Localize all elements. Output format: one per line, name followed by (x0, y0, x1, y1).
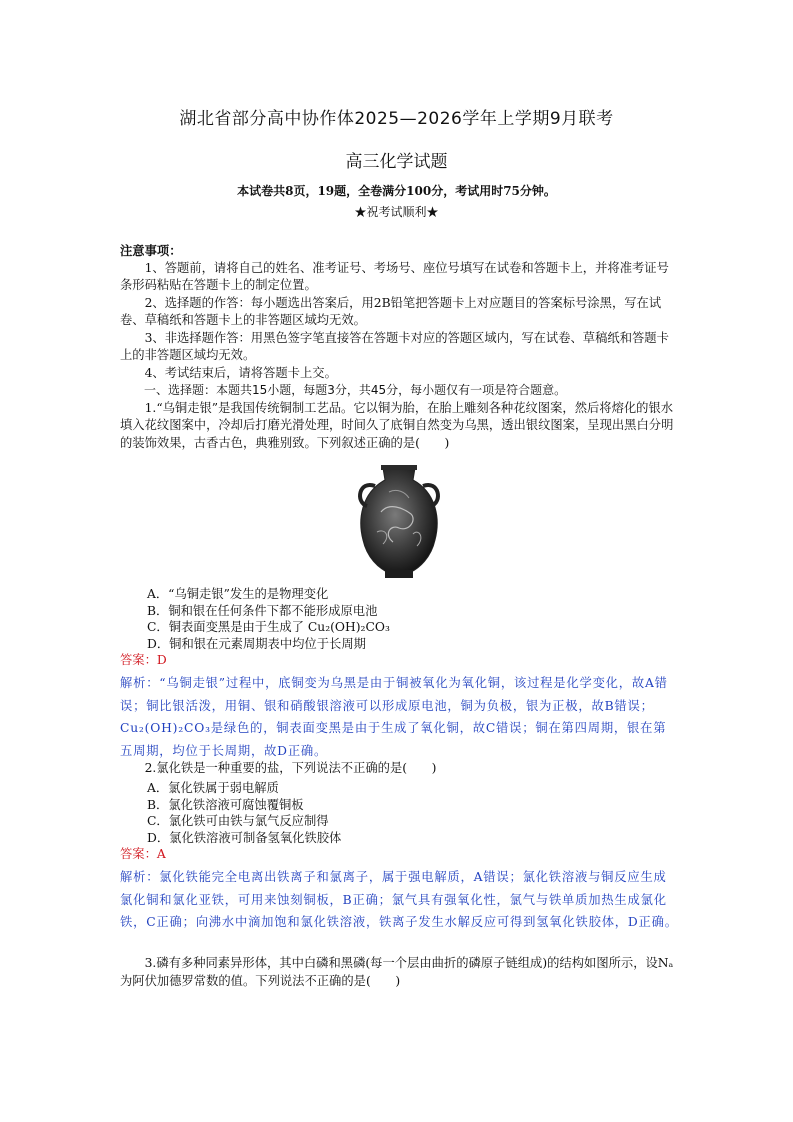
question-2 (120, 760, 678, 778)
question-2-answer: 答案：A (120, 847, 166, 862)
question-1-answer: 答案：D (120, 653, 167, 668)
question-2-option-a: A．氯化铁属于弱电解质 (147, 781, 279, 795)
question-1-options (120, 586, 678, 669)
question-2-explanation: 解析：氯化铁能完全电离出铁离子和氯离子，属于强电解质，A错误；氯化铁溶液与铜反应生成氯化铜和氯化亚铁，可用来蚀刻铜板，B正确；氯气具有强氧化性，氯气与铁单质加热生成氯化铁，C正确；向沸水中滴加饱和氯化铁溶液，铁离子发生水解反应可得到氢氧化铁胶体，D正确。 (120, 870, 678, 929)
question-1-stem: 1.“乌铜走银”是我国传统铜制工艺品。它以铜为胎，在胎上雕刻各种花纹图案，然后将熔化的银水填入花纹图案中，冷却后打磨光滑处理，时间久了底铜自然变为乌黑，透出银纹图案，呈现出黑白分明的装饰效果，古香古色，典雅别致。下列叙述正确的是( ) (120, 400, 674, 450)
notice-section (120, 242, 678, 452)
bronze-vase-image (353, 462, 445, 580)
question-1-option-b: B．铜和银在任何条件下都不能形成原电池 (147, 603, 378, 618)
question-3 (120, 955, 678, 990)
question-2-option-d: D．氯化铁溶液可制备氢氧化铁胶体 (147, 830, 342, 845)
notice-item: 1、答题前，请将自己的姓名、准考证号、考场号、座位号填写在试卷和答题卡上，并将准考证号条形码粘贴在答题卡上的制定位置。 (120, 260, 669, 292)
notice-item: 4、考试结束后，请将答题卡上交。 (144, 365, 337, 380)
question-1-explanation: 解析：“乌铜走银”过程中，底铜变为乌黑是由于铜被氧化为氧化铜，该过程是化学变化，故A错误；铜比银活泼，用铜、银和硝酸银溶液可以形成原电池，铜为负极，银为正极，故B错误；Cu₂(OH)₂CO₃是绿色的，铜表面变黑是由于生成了氧化铜，故C错误；铜在第四周期，银在第五周期，均位于长周期，故D正确。 (120, 676, 668, 758)
notice-item: 2、选择题的作答：每小题选出答案后，用2B铅笔把答题卡上对应题目的答案标号涂黑，写在试卷、草稿纸和答题卡上的非答题区域均无效。 (120, 295, 662, 327)
notice-heading: 注意事项： (120, 243, 182, 258)
exam-info: 本试卷共8页，19题，全卷满分100分，考试用时75分钟。 (237, 184, 556, 198)
exam-subtitle: 高三化学试题 (345, 152, 448, 172)
question-1-option-c: C．铜表面变黑是由于生成了 Cu₂(OH)₂CO₃ (147, 620, 390, 635)
question-3-stem: 3.磷有多种同素异形体，其中白磷和黑磷(每一个层由曲折的磷原子链组成)的结构如图所示，设Nₐ为阿伏加德罗常数的值。下列说法不正确的是( ) (120, 956, 674, 988)
question-2-option-b: B．氯化铁溶液可腐蚀覆铜板 (147, 797, 304, 812)
section-heading: 一、选择题：本题共15小题，每题3分，共45分，每小题仅有一项是符合题意。 (144, 383, 567, 397)
question-2-option-c: C．氯化铁可由铁与氯气反应制得 (147, 814, 329, 829)
question-2-options (120, 780, 678, 863)
exam-title: 湖北省部分高中协作体2025—2026学年上学期9月联考 (179, 109, 614, 129)
question-1-option-d: D．铜和银在元素周期表中均位于长周期 (147, 636, 366, 651)
exam-wish: ★祝考试顺利★ (354, 205, 439, 219)
notice-item: 3、非选择题作答：用黑色签字笔直接答在答题卡对应的答题区域内，写在试卷、草稿纸和答题卡上的非答题区域均无效。 (120, 330, 669, 362)
question-1-option-a: A．“乌铜走银”发生的是物理变化 (147, 587, 329, 601)
question-2-stem: 2.氯化铁是一种重要的盐，下列说法不正确的是( ) (144, 761, 437, 775)
